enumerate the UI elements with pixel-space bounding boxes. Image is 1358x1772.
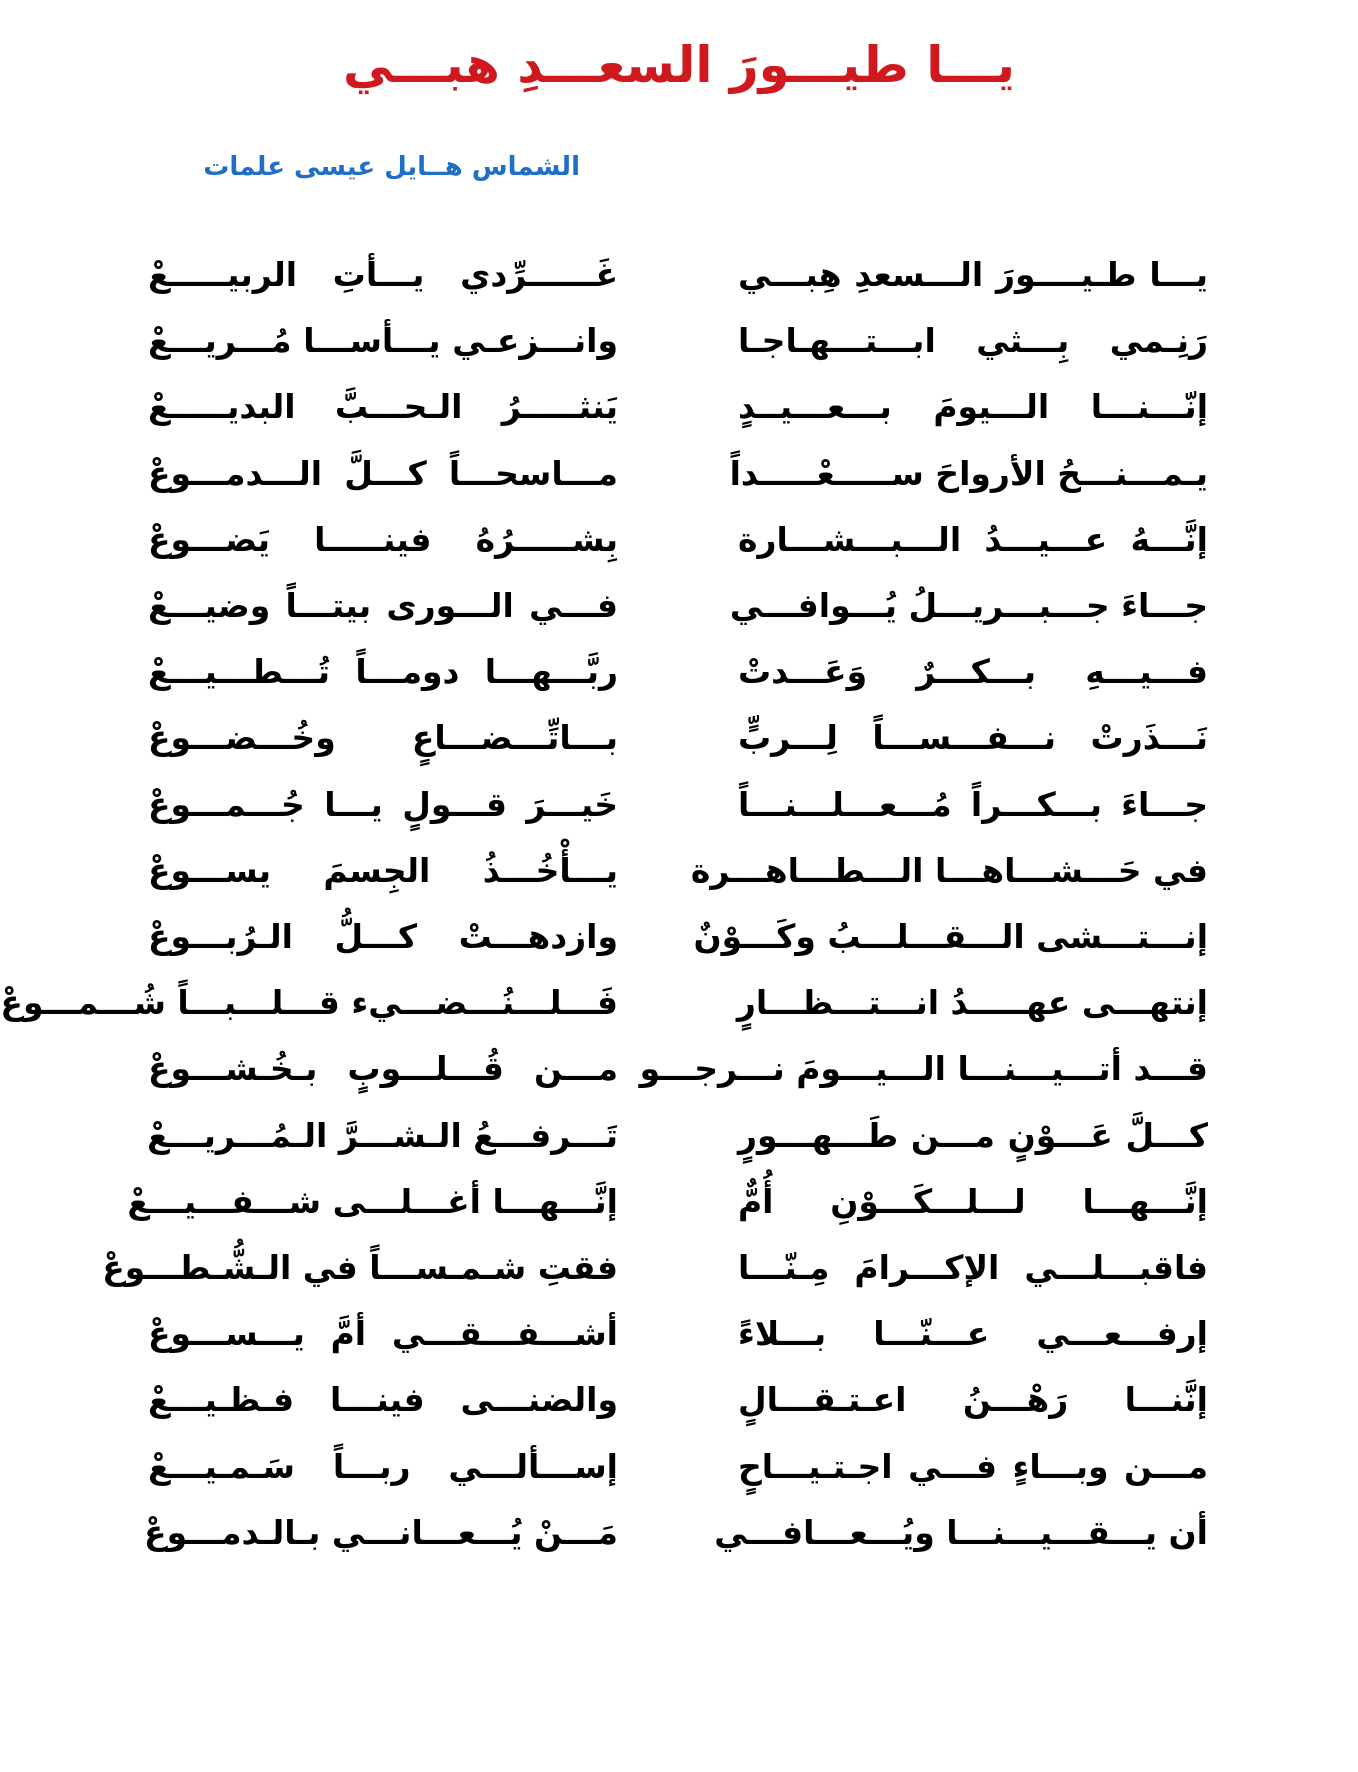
verse-second-hemistich: فـــي الـــورى بيتـــاً وضيـــعْ	[148, 586, 618, 625]
verse-second-hemistich: خَيـــرَ قـــولٍ يـــا جُـــمـــوعْ	[148, 784, 618, 824]
verse-row	[0, 1106, 1358, 1180]
verse-first-hemistich: مـــن وبـــاءٍ فـــي اجـتـيـــاحٍ	[738, 1446, 1208, 1486]
verse-first-hemistich: إنتهـــى عهـــــدُ انـــتـــظـــارٍ	[736, 983, 1208, 1023]
verse-second-hemistich: مَـــنْ يُـــعـــانـــي بـالـدمـــوعْ	[144, 1512, 618, 1552]
poem-title: يـــا طيـــورَ السعـــدِ هبـــي	[342, 36, 1016, 94]
verse-second-hemistich: مـــن قُـــلـــوبٍ بـخُـشـــوعْ	[148, 1049, 618, 1089]
verse-second-hemistich: ربَّـــهـــا دومـــاً تُـــطـــيـــعْ	[148, 652, 618, 692]
verse-row	[0, 576, 1358, 650]
verse-first-hemistich: جـــاءَ بـــكـــراً مُـــعـــلـــنـــاً	[738, 784, 1208, 824]
verse-row	[0, 1039, 1358, 1113]
verse-second-hemistich: بِشـــــرُهُ فينـــــا يَضـــوعْ	[148, 519, 618, 559]
verse-second-hemistich: يـــأْخُـــذُ الجِسمَ يســـوعْ	[148, 850, 618, 890]
verse-second-hemistich: أشـــفـــقـــي أمَّ يـــســـوعْ	[148, 1314, 618, 1354]
verse-second-hemistich: فَـــلـــنُـــضـــيء قـــلـــبـــاً شُـــمـــوعْ	[0, 983, 618, 1023]
verse-first-hemistich: في حَـــشـــاهـــا الـــطـــاهـــرة	[690, 850, 1208, 890]
verse-first-hemistich: نَـــذَرتْ نـــفـــســـاً لِـــربٍّ	[738, 718, 1208, 758]
verse-first-hemistich: إنّـــنـــا الـــيومَ بـــعـــيــدٍ	[738, 387, 1208, 427]
verse-row	[0, 642, 1358, 716]
verse-first-hemistich: يـــا طـيــــورَ الـــسعدِ هِبـــي	[738, 255, 1208, 294]
verse-first-hemistich: أن يـــقـــيـــنـــا ويُـــعـــافـــي	[714, 1512, 1208, 1552]
verse-row	[0, 907, 1358, 981]
verse-second-hemistich: مـــاسحـــاً كـــلَّ الـــدمـــوعْ	[148, 453, 618, 493]
verse-row	[0, 444, 1358, 518]
poem-author: الشماس هــايل عيسى علمات	[203, 152, 580, 182]
verse-row	[0, 708, 1358, 782]
verse-row	[0, 1172, 1358, 1246]
verse-first-hemistich: إنَّنـــا رَهْـــنُ اعـتـقـــالٍ	[738, 1380, 1208, 1420]
verse-first-hemistich: إنَّـــهـــا لـــلـــكَـــوْنِ أُمٌّ	[738, 1181, 1208, 1221]
verse-row	[0, 311, 1358, 385]
verse-second-hemistich: إنَّـــهـــا أغـــلـــى شـــفـــيـــعْ	[127, 1181, 618, 1221]
verse-second-hemistich: يَنثـــــرُ الـحـــبَّ البديـــــعْ	[148, 387, 618, 427]
verse-first-hemistich: فـــيـــهِ بـــكـــرٌ وَعَـــدتْ	[738, 652, 1208, 692]
verse-row	[0, 775, 1358, 849]
verse-row	[0, 1304, 1358, 1378]
verse-second-hemistich: بـــاتِّـــضـــاعٍ وخُـــضـــوعْ	[148, 718, 618, 758]
verse-first-hemistich: قـــد أتـــيـــنـــا الـــيـــومَ نـــرجـــو	[639, 1049, 1208, 1089]
verse-second-hemistich: غَــــــرِّدي يـــأتِ الربيـــــعْ	[148, 255, 618, 294]
verse-second-hemistich: وانـــزعـي يـــأســـا مُـــريـــعْ	[148, 321, 618, 361]
verse-row	[0, 973, 1358, 1047]
verse-first-hemistich: كـــلَّ عَـــوْنٍ مـــن طَـــهـــورٍ	[738, 1115, 1208, 1155]
verse-first-hemistich: فاقبـــلـــي الإكـــرامَ مِـنّـــا	[738, 1248, 1208, 1287]
verse-second-hemistich: تَـــرفـــعُ الـشـــرَّ الـمُـــريـــعْ	[147, 1115, 618, 1155]
verse-first-hemistich: إنَّـــهُ عـــيـــدُ الـــبـــشـــارة	[738, 519, 1208, 559]
verse-row	[0, 245, 1358, 319]
verse-row	[0, 1437, 1358, 1511]
verse-row	[0, 1238, 1358, 1312]
verse-first-hemistich: جـــاءَ جـــبـــريـــلُ يُـــوافـــي	[729, 586, 1208, 625]
verse-row	[0, 1370, 1358, 1444]
verse-row	[0, 1503, 1358, 1577]
verse-first-hemistich: يـمـــنـــحُ الأرواحَ ســـــعْـــــداً	[729, 453, 1208, 493]
verse-row	[0, 377, 1358, 451]
verse-second-hemistich: وازدهـــتْ كـــلُّ الـرُبـــوعْ	[148, 917, 618, 956]
verse-second-hemistich: إســـألـــي ربـــاً سَـمـيـــعْ	[148, 1446, 618, 1486]
verse-row	[0, 510, 1358, 584]
verse-second-hemistich: فقتِ شـمـســـاً في الـشُّـطـــوعْ	[102, 1248, 618, 1287]
verse-first-hemistich: رَنِـمي بِـــثي ابـــتـــهـاجـا	[738, 321, 1208, 361]
verse-second-hemistich: والضنـــى فينـــا فـظـيـــعْ	[148, 1380, 618, 1420]
verse-first-hemistich: إنـــتـــشى الـــقـــلـــبُ وكَـــوْنٌ	[693, 917, 1208, 956]
verse-first-hemistich: إرفـــعـــي عـــنّـــا بـــلاءً	[738, 1314, 1208, 1354]
verse-row	[0, 841, 1358, 915]
